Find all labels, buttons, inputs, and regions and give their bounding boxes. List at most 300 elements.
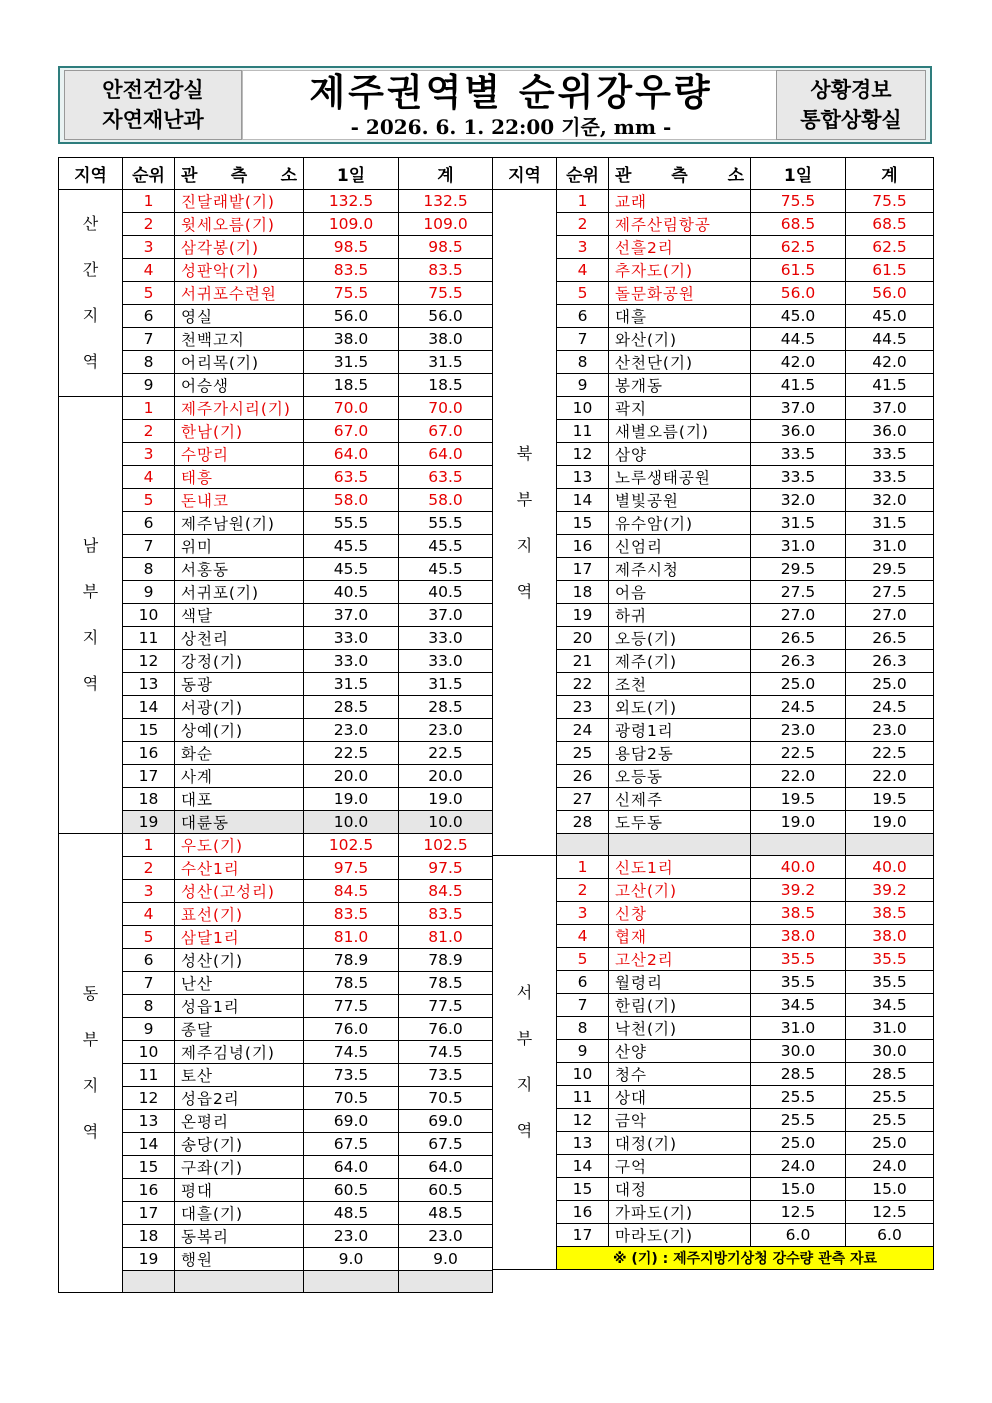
table-header-row (493, 158, 934, 190)
rank-cell: 15 (123, 719, 175, 742)
table-row (493, 259, 934, 282)
day-rainfall: 33.5 (751, 466, 846, 489)
blank-cell (399, 1271, 493, 1293)
rank-cell: 11 (557, 420, 609, 443)
table-row (59, 236, 493, 259)
station-name: 제주김녕(기) (175, 1041, 304, 1064)
station-name: 어승생 (175, 374, 304, 397)
station-name: 별빛공원 (609, 489, 751, 512)
day-rainfall: 33.0 (304, 627, 399, 650)
table-row (59, 581, 493, 604)
table-row (493, 1155, 934, 1178)
table-row (59, 1064, 493, 1087)
station-name: 대정(기) (609, 1132, 751, 1155)
total-rainfall: 67.5 (399, 1133, 493, 1156)
station-name: 삼각봉(기) (175, 236, 304, 259)
total-rainfall: 56.0 (399, 305, 493, 328)
total-rainfall: 55.5 (399, 512, 493, 535)
rank-cell: 4 (557, 925, 609, 948)
table-row (59, 1018, 493, 1041)
total-rainfall: 33.5 (846, 443, 934, 466)
table-row (59, 972, 493, 995)
day-rainfall: 22.5 (304, 742, 399, 765)
day-rainfall: 67.5 (304, 1133, 399, 1156)
total-rainfall: 83.5 (399, 903, 493, 926)
rank-cell: 7 (557, 994, 609, 1017)
table-row (493, 719, 934, 742)
total-rainfall: 9.0 (399, 1248, 493, 1271)
day-rainfall: 36.0 (751, 420, 846, 443)
total-rainfall: 75.5 (846, 190, 934, 213)
region-char: 북 (516, 443, 533, 463)
total-rainfall: 18.5 (399, 374, 493, 397)
day-rainfall: 55.5 (304, 512, 399, 535)
day-rainfall: 38.0 (751, 925, 846, 948)
station-name: 종달 (175, 1018, 304, 1041)
rank-cell: 6 (123, 512, 175, 535)
region-char: 지 (516, 535, 533, 555)
total-rainfall: 68.5 (846, 213, 934, 236)
total-rainfall: 23.0 (846, 719, 934, 742)
rank-cell: 6 (123, 305, 175, 328)
day-rainfall: 73.5 (304, 1064, 399, 1087)
station-name: 어음 (609, 581, 751, 604)
total-rainfall: 22.5 (846, 742, 934, 765)
total-rainfall: 27.5 (846, 581, 934, 604)
table-row (493, 627, 934, 650)
table-row (493, 328, 934, 351)
total-rainfall: 34.5 (846, 994, 934, 1017)
rank-cell: 5 (557, 282, 609, 305)
rank-cell: 19 (123, 811, 175, 834)
station-name: 한남(기) (175, 420, 304, 443)
table-row (493, 1063, 934, 1086)
rank-cell: 18 (557, 581, 609, 604)
region-cell (59, 834, 123, 1293)
station-name: 진달래밭(기) (175, 190, 304, 213)
station-name: 금악 (609, 1109, 751, 1132)
table-row (493, 581, 934, 604)
total-rainfall: 24.5 (846, 696, 934, 719)
region-char: 서 (516, 983, 533, 1003)
rank-cell: 18 (123, 1225, 175, 1248)
region-char: 역 (82, 352, 99, 371)
station-name: 신제주 (609, 788, 751, 811)
rank-cell: 22 (557, 673, 609, 696)
station-name: 수산1리 (175, 857, 304, 880)
station-name: 유수암(기) (609, 512, 751, 535)
total-rainfall: 31.0 (846, 535, 934, 558)
day-rainfall: 63.5 (304, 466, 399, 489)
total-rainfall: 29.5 (846, 558, 934, 581)
day-rainfall: 67.0 (304, 420, 399, 443)
table-row (59, 949, 493, 972)
table-row (59, 1110, 493, 1133)
day-rainfall: 25.0 (751, 1132, 846, 1155)
table-row (59, 765, 493, 788)
region-char: 지 (82, 306, 99, 325)
table-row (493, 788, 934, 811)
station-name: 윗세오름(기) (175, 213, 304, 236)
table-row (493, 604, 934, 627)
day-rainfall: 75.5 (751, 190, 846, 213)
title-box (242, 70, 780, 140)
table-row (59, 673, 493, 696)
table-row (493, 650, 934, 673)
day-rainfall: 22.5 (751, 742, 846, 765)
total-rainfall: 35.5 (846, 948, 934, 971)
total-rainfall: 109.0 (399, 213, 493, 236)
rank-cell: 7 (557, 328, 609, 351)
rank-cell: 12 (557, 1109, 609, 1132)
total-rainfall: 26.5 (846, 627, 934, 650)
day-rainfall: 83.5 (304, 903, 399, 926)
col-day: 1일 (751, 158, 846, 190)
station-name: 성산(기) (175, 949, 304, 972)
station-name: 강정(기) (175, 650, 304, 673)
rank-cell: 3 (123, 880, 175, 903)
total-rainfall: 32.0 (846, 489, 934, 512)
total-rainfall: 38.5 (846, 902, 934, 925)
table-row (59, 1087, 493, 1110)
day-rainfall: 18.5 (304, 374, 399, 397)
rank-cell: 4 (123, 903, 175, 926)
region-char: 지 (516, 1075, 533, 1095)
total-rainfall: 132.5 (399, 190, 493, 213)
rank-cell: 7 (123, 972, 175, 995)
rank-cell: 5 (123, 926, 175, 949)
total-rainfall: 102.5 (399, 834, 493, 857)
day-rainfall: 6.0 (751, 1224, 846, 1247)
rank-cell: 13 (123, 1110, 175, 1133)
station-name: 노루생태공원 (609, 466, 751, 489)
table-row (59, 535, 493, 558)
station-name: 산양 (609, 1040, 751, 1063)
total-rainfall: 28.5 (399, 696, 493, 719)
rank-cell: 21 (557, 650, 609, 673)
total-rainfall: 62.5 (846, 236, 934, 259)
total-rainfall: 45.0 (846, 305, 934, 328)
total-rainfall: 25.5 (846, 1086, 934, 1109)
col-station: 관 측 소 (609, 158, 751, 190)
department-line1: 안전건강실 (102, 78, 204, 102)
day-rainfall: 74.5 (304, 1041, 399, 1064)
rank-cell: 10 (123, 604, 175, 627)
day-rainfall: 64.0 (304, 443, 399, 466)
table-row (493, 351, 934, 374)
table-row (59, 328, 493, 351)
station-name: 상대 (609, 1086, 751, 1109)
total-rainfall: 19.5 (846, 788, 934, 811)
rank-cell: 9 (557, 1040, 609, 1063)
total-rainfall: 83.5 (399, 259, 493, 282)
station-name: 토산 (175, 1064, 304, 1087)
rank-cell: 16 (123, 1179, 175, 1202)
rank-cell: 24 (557, 719, 609, 742)
day-rainfall: 41.5 (751, 374, 846, 397)
station-name: 협재 (609, 925, 751, 948)
day-rainfall: 33.5 (751, 443, 846, 466)
total-rainfall: 25.0 (846, 1132, 934, 1155)
station-name: 성읍1리 (175, 995, 304, 1018)
station-name: 추자도(기) (609, 259, 751, 282)
total-rainfall: 84.5 (399, 880, 493, 903)
station-name: 화순 (175, 742, 304, 765)
day-rainfall: 9.0 (304, 1248, 399, 1271)
table-row (493, 1224, 934, 1247)
table-row (493, 1109, 934, 1132)
rank-cell: 6 (123, 949, 175, 972)
day-rainfall: 25.0 (751, 673, 846, 696)
day-rainfall: 25.5 (751, 1086, 846, 1109)
total-rainfall: 40.0 (846, 856, 934, 879)
day-rainfall: 64.0 (304, 1156, 399, 1179)
rank-cell: 16 (557, 535, 609, 558)
station-name: 고산(기) (609, 879, 751, 902)
rank-cell: 15 (557, 1178, 609, 1201)
total-rainfall: 60.5 (399, 1179, 493, 1202)
station-name: 조천 (609, 673, 751, 696)
station-name: 수망리 (175, 443, 304, 466)
region-char: 부 (516, 1029, 533, 1049)
day-rainfall: 22.0 (751, 765, 846, 788)
total-rainfall: 28.5 (846, 1063, 934, 1086)
station-name: 새별오름(기) (609, 420, 751, 443)
rank-cell: 14 (123, 1133, 175, 1156)
station-name: 송당(기) (175, 1133, 304, 1156)
day-rainfall: 30.0 (751, 1040, 846, 1063)
station-name: 제주남원(기) (175, 512, 304, 535)
table-row (59, 420, 493, 443)
total-rainfall: 38.0 (399, 328, 493, 351)
day-rainfall: 81.0 (304, 926, 399, 949)
day-rainfall: 25.5 (751, 1109, 846, 1132)
total-rainfall: 10.0 (399, 811, 493, 834)
station-name: 와산(기) (609, 328, 751, 351)
blank-cell (304, 1271, 399, 1293)
station-name: 서광(기) (175, 696, 304, 719)
rank-cell: 8 (557, 1017, 609, 1040)
total-rainfall: 75.5 (399, 282, 493, 305)
region-char: 역 (516, 1121, 533, 1141)
day-rainfall: 19.0 (751, 811, 846, 834)
total-rainfall: 33.5 (846, 466, 934, 489)
rank-cell: 3 (557, 236, 609, 259)
day-rainfall: 83.5 (304, 259, 399, 282)
day-rainfall: 39.2 (751, 879, 846, 902)
table-row (59, 995, 493, 1018)
day-rainfall: 109.0 (304, 213, 399, 236)
table-row (493, 856, 934, 879)
table-row (59, 1041, 493, 1064)
total-rainfall: 56.0 (846, 282, 934, 305)
note-row (493, 1247, 934, 1269)
station-name: 용담2동 (609, 742, 751, 765)
day-rainfall: 84.5 (304, 880, 399, 903)
station-name: 외도(기) (609, 696, 751, 719)
table-row (493, 190, 934, 213)
total-rainfall: 97.5 (399, 857, 493, 880)
department-line2: 자연재난과 (102, 108, 204, 132)
table-row (59, 1156, 493, 1179)
rank-cell: 15 (123, 1156, 175, 1179)
station-name: 삼양 (609, 443, 751, 466)
rank-cell: 19 (557, 604, 609, 627)
day-rainfall: 62.5 (751, 236, 846, 259)
table-row (59, 259, 493, 282)
table-row (59, 926, 493, 949)
table-row (493, 971, 934, 994)
total-rainfall: 38.0 (846, 925, 934, 948)
table-row (493, 535, 934, 558)
page-subtitle: - 2026. 6. 1. 22:00 기준, mm - (350, 115, 672, 139)
day-rainfall: 132.5 (304, 190, 399, 213)
day-rainfall: 45.0 (751, 305, 846, 328)
day-rainfall: 31.0 (751, 1017, 846, 1040)
total-rainfall: 23.0 (399, 719, 493, 742)
table-row (493, 879, 934, 902)
region-char: 지 (82, 1076, 99, 1096)
rank-cell: 3 (557, 902, 609, 925)
table-row (493, 765, 934, 788)
rank-cell: 13 (557, 1132, 609, 1155)
table-row (493, 374, 934, 397)
day-rainfall: 27.5 (751, 581, 846, 604)
station-name: 상예(기) (175, 719, 304, 742)
day-rainfall: 35.5 (751, 971, 846, 994)
rank-cell: 5 (123, 282, 175, 305)
total-rainfall: 74.5 (399, 1041, 493, 1064)
day-rainfall: 23.0 (304, 719, 399, 742)
table-row (493, 213, 934, 236)
table-row (59, 305, 493, 328)
table-row (493, 282, 934, 305)
day-rainfall: 26.5 (751, 627, 846, 650)
table-row (59, 282, 493, 305)
day-rainfall: 31.5 (751, 512, 846, 535)
rank-cell: 18 (123, 788, 175, 811)
col-region: 지역 (493, 158, 557, 190)
table-row (59, 1179, 493, 1202)
region-cell (493, 856, 557, 1269)
region-char: 지 (82, 628, 99, 647)
day-rainfall: 38.5 (751, 902, 846, 925)
day-rainfall: 28.5 (751, 1063, 846, 1086)
rank-cell: 11 (123, 627, 175, 650)
total-rainfall: 23.0 (399, 1225, 493, 1248)
station-name: 난산 (175, 972, 304, 995)
total-rainfall: 26.3 (846, 650, 934, 673)
region-char: 부 (82, 582, 99, 601)
day-rainfall: 98.5 (304, 236, 399, 259)
station-name: 서홍동 (175, 558, 304, 581)
rank-cell: 27 (557, 788, 609, 811)
station-name: 하귀 (609, 604, 751, 627)
day-rainfall: 44.5 (751, 328, 846, 351)
table-row (493, 994, 934, 1017)
day-rainfall: 34.5 (751, 994, 846, 1017)
day-rainfall: 56.0 (751, 282, 846, 305)
station-name: 영실 (175, 305, 304, 328)
day-rainfall: 40.0 (751, 856, 846, 879)
rank-cell: 7 (123, 328, 175, 351)
table-row (493, 1040, 934, 1063)
table-row (59, 1225, 493, 1248)
table-row (59, 650, 493, 673)
total-rainfall: 19.0 (399, 788, 493, 811)
station-name: 평대 (175, 1179, 304, 1202)
day-rainfall: 61.5 (751, 259, 846, 282)
station-name: 사계 (175, 765, 304, 788)
total-rainfall: 98.5 (399, 236, 493, 259)
total-rainfall: 42.0 (846, 351, 934, 374)
table-row (493, 1132, 934, 1155)
rank-cell: 12 (557, 443, 609, 466)
day-rainfall: 35.5 (751, 948, 846, 971)
day-rainfall: 69.0 (304, 1110, 399, 1133)
rank-cell: 17 (557, 558, 609, 581)
table-row (59, 788, 493, 811)
rank-cell: 11 (557, 1086, 609, 1109)
region-char: 남 (82, 536, 99, 555)
station-name: 봉개동 (609, 374, 751, 397)
rank-cell: 12 (123, 650, 175, 673)
station-name: 천백고지 (175, 328, 304, 351)
table-row (493, 1017, 934, 1040)
station-name: 서귀포수련원 (175, 282, 304, 305)
station-name: 대륜동 (175, 811, 304, 834)
rank-cell: 26 (557, 765, 609, 788)
station-name: 대정 (609, 1178, 751, 1201)
col-total: 계 (399, 158, 493, 190)
rank-cell: 8 (123, 558, 175, 581)
total-rainfall: 58.0 (399, 489, 493, 512)
total-rainfall: 22.5 (399, 742, 493, 765)
station-name: 제주산림항공 (609, 213, 751, 236)
table-row (493, 305, 934, 328)
total-rainfall: 35.5 (846, 971, 934, 994)
total-rainfall: 39.2 (846, 879, 934, 902)
table-row (493, 489, 934, 512)
station-name: 오등(기) (609, 627, 751, 650)
rank-cell: 8 (557, 351, 609, 374)
office-line1: 상황경보 (810, 78, 892, 102)
total-rainfall: 44.5 (846, 328, 934, 351)
rank-cell: 8 (123, 351, 175, 374)
day-rainfall: 75.5 (304, 282, 399, 305)
total-rainfall: 6.0 (846, 1224, 934, 1247)
station-name: 선흘2리 (609, 236, 751, 259)
day-rainfall: 45.5 (304, 558, 399, 581)
table-row (59, 512, 493, 535)
table-row (493, 742, 934, 765)
total-rainfall: 45.5 (399, 558, 493, 581)
rank-cell: 3 (123, 236, 175, 259)
total-rainfall: 73.5 (399, 1064, 493, 1087)
table-row (59, 397, 493, 420)
day-rainfall: 70.0 (304, 397, 399, 420)
region-char: 산 (82, 214, 99, 233)
station-name: 대포 (175, 788, 304, 811)
day-rainfall: 56.0 (304, 305, 399, 328)
region-char: 간 (82, 260, 99, 279)
rank-cell: 14 (557, 489, 609, 512)
total-rainfall: 31.5 (399, 673, 493, 696)
table-row (493, 1201, 934, 1224)
office-line2: 통합상황실 (800, 108, 902, 132)
rank-cell: 16 (557, 1201, 609, 1224)
rank-cell: 3 (123, 443, 175, 466)
